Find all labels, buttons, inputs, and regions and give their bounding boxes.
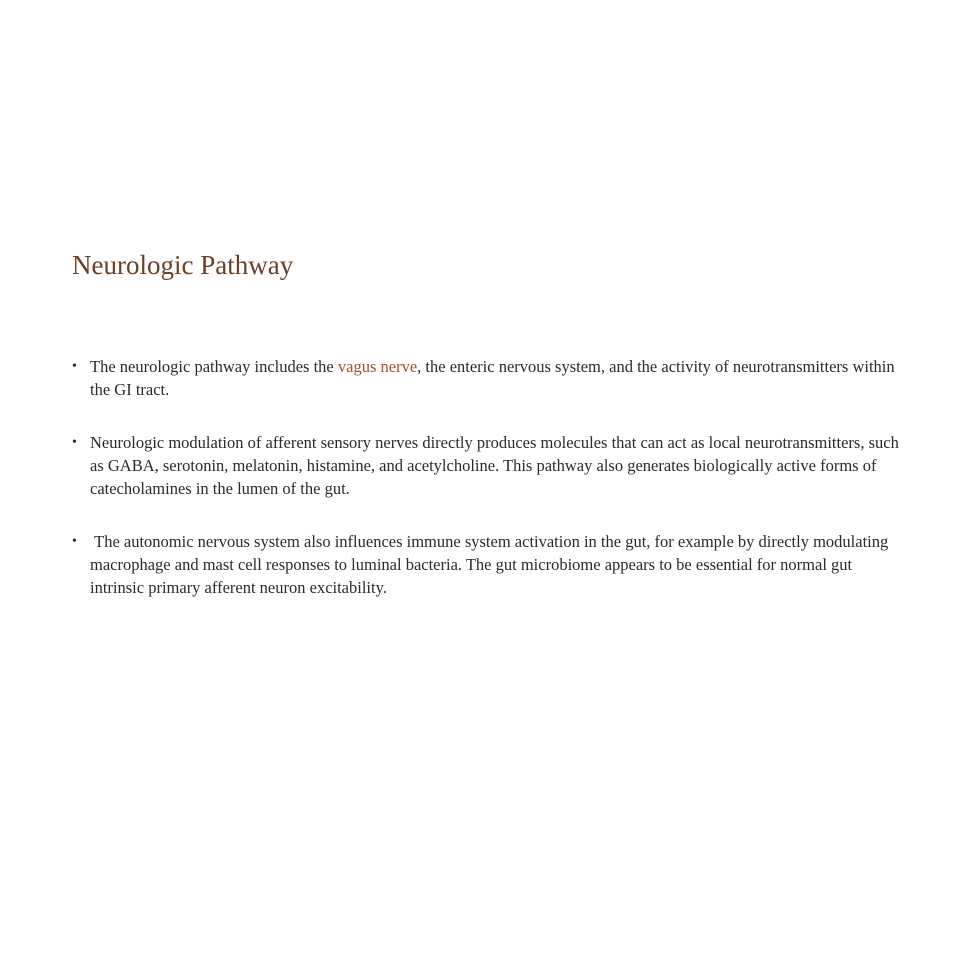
bullet-marker: •	[72, 359, 77, 374]
slide-title: Neurologic Pathway	[72, 250, 294, 280]
bullet-text: Neurologic modulation of afferent sensory nerves directly produces molecules that can act as local neurotransmitters, such as GABA, serotonin, melatonin, histamine, and acetylcholine. This pathway also generates biologically active forms of catecholamines in the lumen of the gut.	[90, 433, 899, 498]
bullet-item-vagus-nerve	[72, 355, 902, 401]
bullet-marker: •	[72, 534, 77, 549]
bullet-item-neurologic-modulation	[72, 431, 902, 500]
vagus-nerve-highlight: vagus nerve	[337, 357, 418, 376]
bullet-item-autonomic-nervous-system	[72, 530, 902, 599]
bullet-text-before: The neurologic pathway includes the	[90, 357, 338, 376]
bullet-marker: •	[72, 435, 77, 450]
bullet-text-after: , the enteric nervous system, and the activity of neurotransmitters within the GI tract.	[90, 357, 895, 399]
bullet-text: The autonomic nervous system also influences immune system activation in the gut, for example by directly modulating macrophage and mast cell responses to luminal bacteria. The gut microbiome appears to be essential for normal gut intrinsic primary afferent neuron excitability.	[90, 532, 893, 597]
bullet-list	[72, 355, 902, 629]
